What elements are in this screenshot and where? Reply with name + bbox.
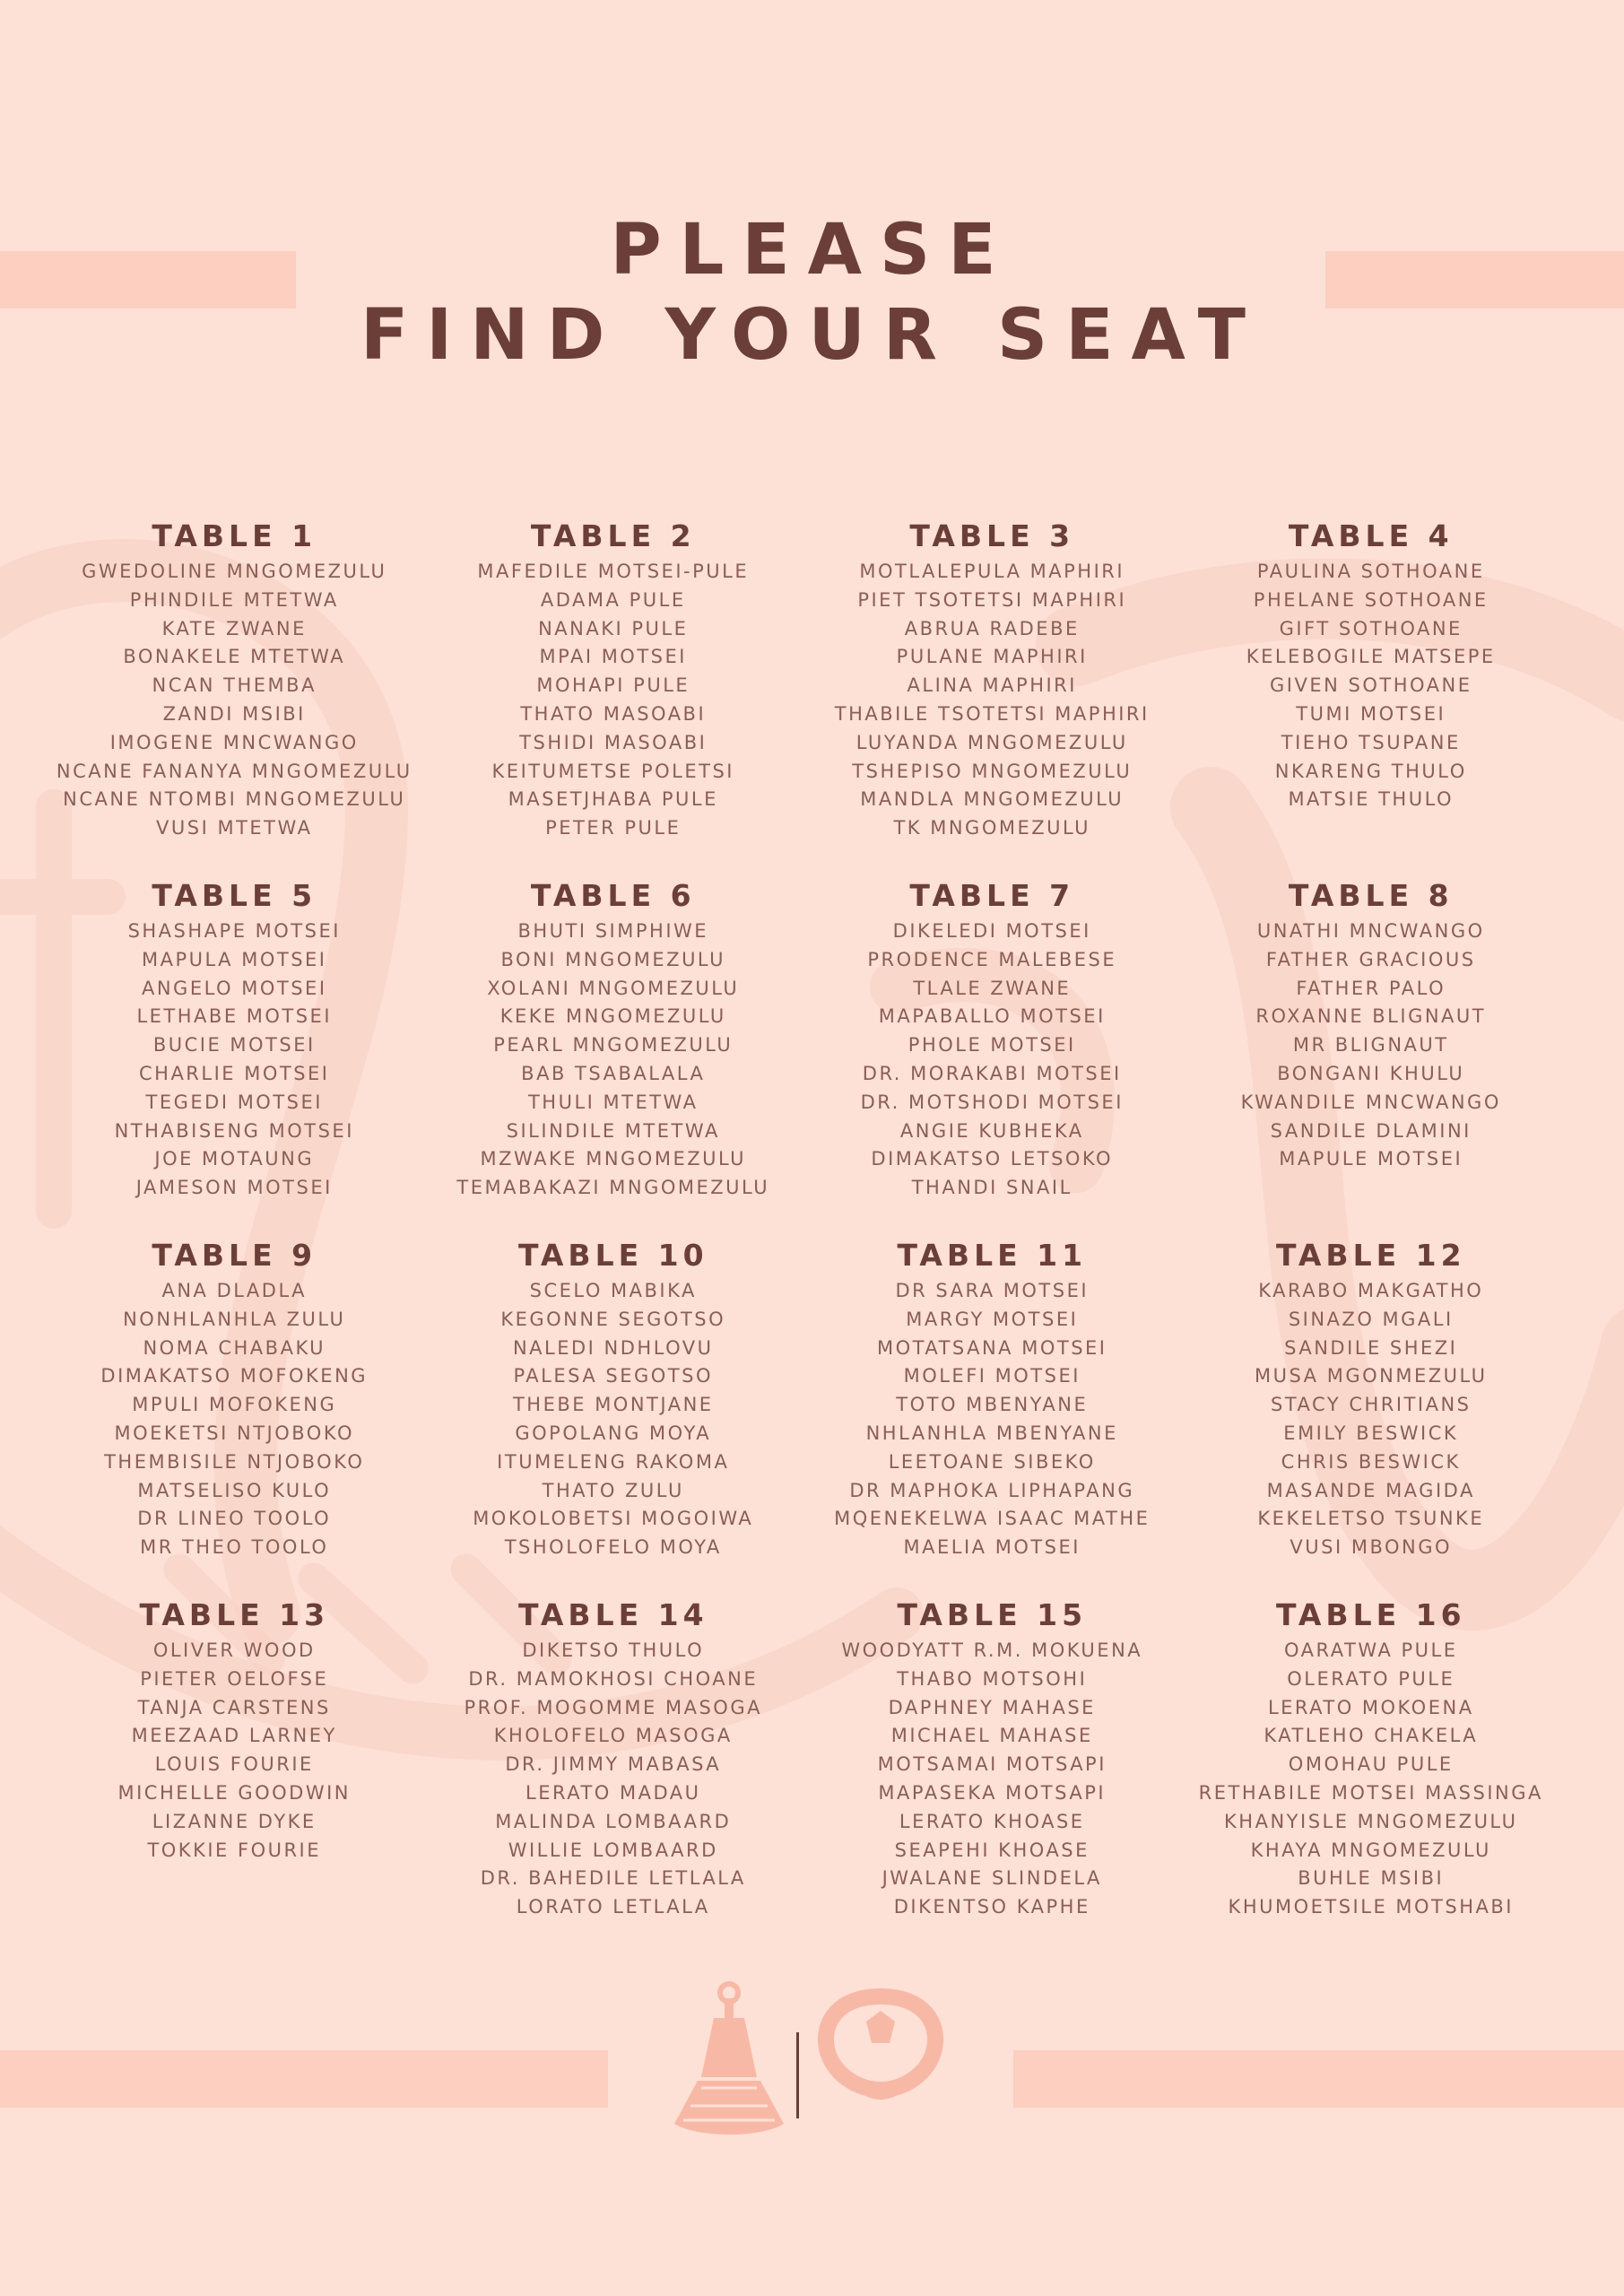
table-heading: TABLE 4 — [1288, 518, 1454, 553]
guest-name: THABILE TSOTETSI MAPHIRI — [834, 702, 1150, 725]
guest-name: TSHIDI MASOABI — [519, 731, 708, 753]
guest-name: THEMBISILE NTJOBOKO — [104, 1450, 365, 1473]
guest-name: MAPASEKA MOTSAPI — [878, 1781, 1107, 1804]
guest-name: MR BLIGNAUT — [1292, 1034, 1449, 1057]
guest-name: LUYANDA MNGOMEZULU — [855, 731, 1128, 753]
table-block — [1182, 1597, 1561, 1957]
guest-name: MAFEDILE MOTSEI-PULE — [477, 561, 750, 582]
guest-name: KHOLOFELO MASOGA — [493, 1725, 733, 1747]
guest-name: TSHOLOFELO MOYA — [504, 1536, 722, 1559]
guest-name: PHOLE MOTSEI — [908, 1034, 1076, 1057]
guest-name: OARATWA PULE — [1284, 1639, 1458, 1661]
guest-name: TANJA CARSTENS — [137, 1696, 331, 1718]
table-block — [424, 1238, 803, 1597]
table-heading: TABLE 8 — [1288, 878, 1454, 913]
guest-name: WOODYATT R.M. MOKUENA — [841, 1639, 1143, 1661]
guest-name: MICHAEL MAHASE — [890, 1725, 1093, 1747]
table-heading: TABLE 13 — [139, 1597, 330, 1632]
guest-name: ROXANNE BLIGNAUT — [1255, 1005, 1487, 1028]
guest-name: ADAMA PULE — [540, 588, 686, 611]
guest-name: NANAKI PULE — [538, 617, 689, 639]
guest-name: SILINDILE MTETWA — [506, 1119, 720, 1142]
guest-name: ZANDI MSIBI — [162, 702, 306, 725]
table-block — [424, 1597, 803, 1957]
guest-name: PHELANE SOTHOANE — [1253, 588, 1489, 611]
guest-name: LERATO MADAU — [525, 1781, 701, 1804]
guest-name: PALESA SEGOTSO — [513, 1365, 713, 1387]
guest-name: TLALE ZWANE — [913, 977, 1072, 999]
footer-divider — [796, 2032, 799, 2118]
table-block — [1182, 1238, 1561, 1597]
guest-name: MATSELISO KULO — [137, 1479, 332, 1501]
guest-name: TOKKIE FOURIE — [147, 1839, 322, 1861]
guest-name: OLERATO PULE — [1287, 1667, 1455, 1690]
guest-name: MR THEO TOOLO — [140, 1536, 329, 1559]
guest-name: NALEDI NDHLOVU — [512, 1336, 714, 1359]
guest-name: DIKETSO THULO — [522, 1639, 705, 1661]
table-heading: TABLE 16 — [1275, 1597, 1466, 1632]
guest-name: PIETER OELOFSE — [140, 1667, 329, 1690]
guest-name: EMILY BESWICK — [1283, 1422, 1459, 1444]
guest-name: DR. MOTSHODI MOTSEI — [860, 1091, 1124, 1113]
guest-name: MAELIA MOTSEI — [903, 1536, 1081, 1559]
table-block — [803, 1597, 1182, 1957]
table-heading: TABLE 6 — [530, 878, 696, 913]
guest-name: KATLEHO CHAKELA — [1264, 1725, 1479, 1747]
guest-name: CHARLIE MOTSEI — [138, 1062, 330, 1084]
guest-name: SINAZO MGALI — [1288, 1308, 1454, 1330]
table-heading: TABLE 10 — [517, 1238, 708, 1273]
guest-name: LOUIS FOURIE — [154, 1753, 314, 1776]
guest-name: ALINA MAPHIRI — [907, 674, 1077, 697]
guest-name: DIKELEDI MOTSEI — [892, 920, 1091, 942]
guest-name: NOMA CHABAKU — [143, 1336, 326, 1359]
guest-name: MEEZAAD LARNEY — [131, 1725, 337, 1747]
guest-name: PIET TSOTETSI MAPHIRI — [857, 588, 1127, 611]
table-heading: TABLE 14 — [517, 1597, 708, 1632]
guest-name: MOEKETSI NTJOBOKO — [114, 1422, 354, 1444]
guest-name: TEMABAKAZI MNGOMEZULU — [456, 1177, 770, 1199]
guest-name: ABRUA RADEBE — [904, 617, 1080, 639]
guest-name: MAPABALLO MOTSEI — [878, 1005, 1106, 1028]
guest-name: THULI MTETWA — [527, 1091, 699, 1113]
guest-name: DIKENTSO KAPHE — [893, 1896, 1090, 1918]
guest-name: MOHAPI PULE — [536, 674, 690, 697]
guest-name: MASANDE MAGIDA — [1266, 1479, 1475, 1501]
table-block — [803, 878, 1182, 1238]
guest-name: KEGONNE SEGOTSO — [500, 1308, 726, 1330]
guest-name: PRODENCE MALEBESE — [867, 948, 1117, 970]
guest-name: SCELO MABIKA — [529, 1280, 697, 1301]
guest-name: RETHABILE MOTSEI MASSINGA — [1198, 1781, 1543, 1804]
guest-name: GOPOLANG MOYA — [515, 1422, 712, 1444]
guest-name: SEAPEHI KHOASE — [894, 1839, 1090, 1861]
seating-grid — [45, 518, 1560, 1957]
guest-name: DR SARA MOTSEI — [895, 1280, 1090, 1301]
guest-name: WILLIE LOMBAARD — [508, 1839, 718, 1861]
guest-name: MALINDA LOMBAARD — [495, 1810, 732, 1832]
guest-name: NKARENG THULO — [1274, 760, 1467, 782]
table-heading: TABLE 1 — [152, 518, 317, 553]
guest-name: BUHLE MSIBI — [1298, 1867, 1445, 1890]
guest-name: VUSI MTETWA — [156, 817, 313, 839]
guest-name: SANDILE DLAMINI — [1270, 1119, 1472, 1142]
guest-name: KHANYISLE MNGOMEZULU — [1224, 1810, 1518, 1832]
table-block — [424, 518, 803, 878]
guest-name: SHASHAPE MOTSEI — [127, 920, 341, 942]
guest-name: KEKE MNGOMEZULU — [499, 1005, 726, 1028]
guest-name: MUSA MGONMEZULU — [1254, 1365, 1488, 1387]
guest-name: GIVEN SOTHOANE — [1270, 674, 1472, 697]
guest-name: STACY CHRITIANS — [1271, 1394, 1472, 1416]
guest-name: KEKELETSO TSUNKE — [1257, 1508, 1485, 1530]
guest-name: LIZANNE DYKE — [152, 1810, 317, 1832]
guest-name: LETHABE MOTSEI — [136, 1005, 333, 1028]
guest-name: DIMAKATSO LETSOKO — [871, 1148, 1114, 1170]
guest-name: ITUMELENG RAKOMA — [497, 1450, 730, 1473]
table-block — [45, 518, 424, 878]
guest-name: DR. MORAKABI MOTSEI — [862, 1062, 1122, 1084]
table-block — [45, 878, 424, 1238]
table-block — [45, 1597, 424, 1957]
guest-name: VUSI MBONGO — [1290, 1536, 1453, 1559]
guest-name: TOTO MBENYANE — [896, 1394, 1089, 1416]
table-heading: TABLE 9 — [152, 1238, 317, 1273]
table-block — [45, 1238, 424, 1597]
table-heading: TABLE 15 — [897, 1597, 1088, 1632]
guest-name: BUCIE MOTSEI — [152, 1034, 316, 1057]
guest-name: XOLANI MNGOMEZULU — [487, 977, 740, 999]
guest-name: LORATO LETLALA — [516, 1896, 710, 1918]
guest-name: DR. JIMMY MABASA — [505, 1753, 722, 1776]
guest-name: THEBE MONTJANE — [512, 1394, 714, 1416]
guest-name: BONI MNGOMEZULU — [500, 948, 725, 970]
guest-name: DIMAKATSO MOFOKENG — [100, 1365, 369, 1387]
guest-name: KARABO MAKGATHO — [1258, 1280, 1484, 1301]
guest-name: THATO MASOABI — [520, 702, 707, 725]
guest-name: LERATO MOKOENA — [1267, 1696, 1474, 1718]
table-heading: TABLE 12 — [1275, 1238, 1466, 1273]
guest-name: FATHER PALO — [1296, 977, 1446, 999]
guest-name: PROF. MOGOMME MASOGA — [464, 1696, 762, 1718]
table-block — [424, 878, 803, 1238]
guest-name: MOLEFI MOTSEI — [903, 1365, 1081, 1387]
table-block — [1182, 518, 1561, 878]
title-line-1: PLEASE — [610, 210, 1014, 291]
guest-name: ANGELO MOTSEI — [141, 977, 327, 999]
guest-name: JOE MOTAUNG — [154, 1148, 315, 1170]
footer-band-right — [1013, 2050, 1624, 2108]
guest-name: BAB TSABALALA — [521, 1062, 706, 1084]
guest-name: BHUTI SIMPHIWE — [517, 920, 709, 942]
guest-name: MOTATSANA MOTSEI — [876, 1336, 1107, 1359]
guest-name: PHINDILE MTETWA — [129, 588, 339, 611]
guest-name: MOKOLOBETSI MOGOIWA — [473, 1508, 754, 1530]
guest-name: KHUMOETSILE MOTSHABI — [1228, 1896, 1514, 1918]
guest-name: NCANE NTOMBI MNGOMEZULU — [63, 788, 406, 811]
guest-name: MPAI MOTSEI — [539, 646, 687, 668]
guest-name: DR. MAMOKHOSI CHOANE — [468, 1667, 759, 1690]
guest-name: THATO ZULU — [542, 1479, 684, 1501]
guest-name: PEARL MNGOMEZULU — [493, 1034, 734, 1057]
guest-name: TEGEDI MOTSEI — [145, 1091, 323, 1113]
guest-name: MATSIE THULO — [1288, 788, 1455, 811]
guest-name: NHLANHLA MBENYANE — [865, 1422, 1118, 1444]
guest-name: TIEHO TSUPANE — [1281, 731, 1461, 753]
guest-name: MAPULA MOTSEI — [141, 948, 327, 970]
guest-name: MANDLA MNGOMEZULU — [860, 788, 1125, 811]
footer-band-left — [0, 2050, 608, 2108]
guest-name: CHRIS BESWICK — [1281, 1450, 1461, 1473]
guest-name: LEETOANE SIBEKO — [888, 1450, 1096, 1473]
guest-name: SANDILE SHEZI — [1284, 1336, 1458, 1359]
guest-name: MZWAKE MNGOMEZULU — [480, 1148, 746, 1170]
guest-name: NONHLANHLA ZULU — [123, 1308, 346, 1330]
guest-name: BONGANI KHULU — [1277, 1062, 1465, 1084]
guest-name: JAMESON MOTSEI — [135, 1177, 333, 1199]
guest-name: NTHABISENG MOTSEI — [114, 1119, 354, 1142]
guest-name: BONAKELE MTETWA — [123, 646, 346, 668]
guest-name: MPULI MOFOKENG — [132, 1394, 337, 1416]
title-line-2: FIND YOUR SEAT — [360, 295, 1264, 376]
guest-name: OLIVER WOOD — [152, 1639, 316, 1661]
guest-name: THANDI SNAIL — [911, 1177, 1073, 1199]
guest-name: MOTSAMAI MOTSAPI — [877, 1753, 1107, 1776]
basotho-hat-icon — [671, 1980, 787, 2138]
guest-name: MAPULE MOTSEI — [1279, 1148, 1463, 1170]
guest-name: IMOGENE MNCWANGO — [109, 731, 359, 753]
guest-name: UNATHI MNCWANGO — [1256, 920, 1485, 942]
table-block — [803, 1238, 1182, 1597]
guest-name: ANA DLADLA — [161, 1280, 308, 1301]
guest-name: KELEBOGILE MATSEPE — [1246, 646, 1496, 668]
table-block — [803, 518, 1182, 878]
table-heading: TABLE 11 — [897, 1238, 1088, 1273]
necklace-icon — [814, 1986, 947, 2102]
guest-name: NCANE FANANYA MNGOMEZULU — [56, 760, 413, 782]
guest-name: PAULINA SOTHOANE — [1256, 561, 1485, 582]
guest-name: TSHEPISO MNGOMEZULU — [852, 760, 1133, 782]
guest-name: PETER PULE — [545, 817, 682, 839]
guest-name: DR LINEO TOOLO — [137, 1508, 332, 1530]
guest-name: GIFT SOTHOANE — [1279, 617, 1463, 639]
guest-name: MARGY MOTSEI — [906, 1308, 1079, 1330]
guest-name: DR. BAHEDILE LETLALA — [480, 1867, 746, 1890]
guest-name: MICHELLE GOODWIN — [117, 1781, 352, 1804]
guest-name: KHAYA MNGOMEZULU — [1250, 1839, 1491, 1861]
guest-name: OMOHAU PULE — [1288, 1753, 1454, 1776]
table-heading: TABLE 7 — [909, 878, 1075, 913]
guest-name: TK MNGOMEZULU — [893, 817, 1091, 839]
guest-name: MASETJHABA PULE — [508, 788, 718, 811]
guest-name: KATE ZWANE — [161, 617, 307, 639]
table-heading: TABLE 2 — [530, 518, 696, 553]
guest-name: ANGIE KUBHEKA — [899, 1119, 1084, 1142]
table-heading: TABLE 3 — [909, 518, 1075, 553]
guest-name: LERATO KHOASE — [899, 1810, 1085, 1832]
guest-name: THABO MOTSOHI — [897, 1667, 1088, 1690]
guest-name: DR MAPHOKA LIPHAPANG — [849, 1479, 1135, 1501]
guest-name: MQENEKELWA ISAAC MATHE — [834, 1508, 1151, 1530]
guest-name: DAPHNEY MAHASE — [888, 1696, 1096, 1718]
table-heading: TABLE 5 — [152, 878, 317, 913]
guest-name: KWANDILE MNCWANGO — [1240, 1091, 1501, 1113]
guest-name: KEITUMETSE POLETSI — [491, 760, 734, 782]
guest-name: JWALANE SLINDELA — [881, 1867, 1102, 1890]
guest-name: NCAN THEMBA — [152, 674, 317, 697]
guest-name: PULANE MAPHIRI — [896, 646, 1088, 668]
table-block — [1182, 878, 1561, 1238]
guest-name: GWEDOLINE MNGOMEZULU — [82, 561, 387, 582]
guest-name: FATHER GRACIOUS — [1265, 948, 1476, 970]
guest-name: MOTLALEPULA MAPHIRI — [859, 561, 1125, 582]
guest-name: TUMI MOTSEI — [1296, 702, 1446, 725]
